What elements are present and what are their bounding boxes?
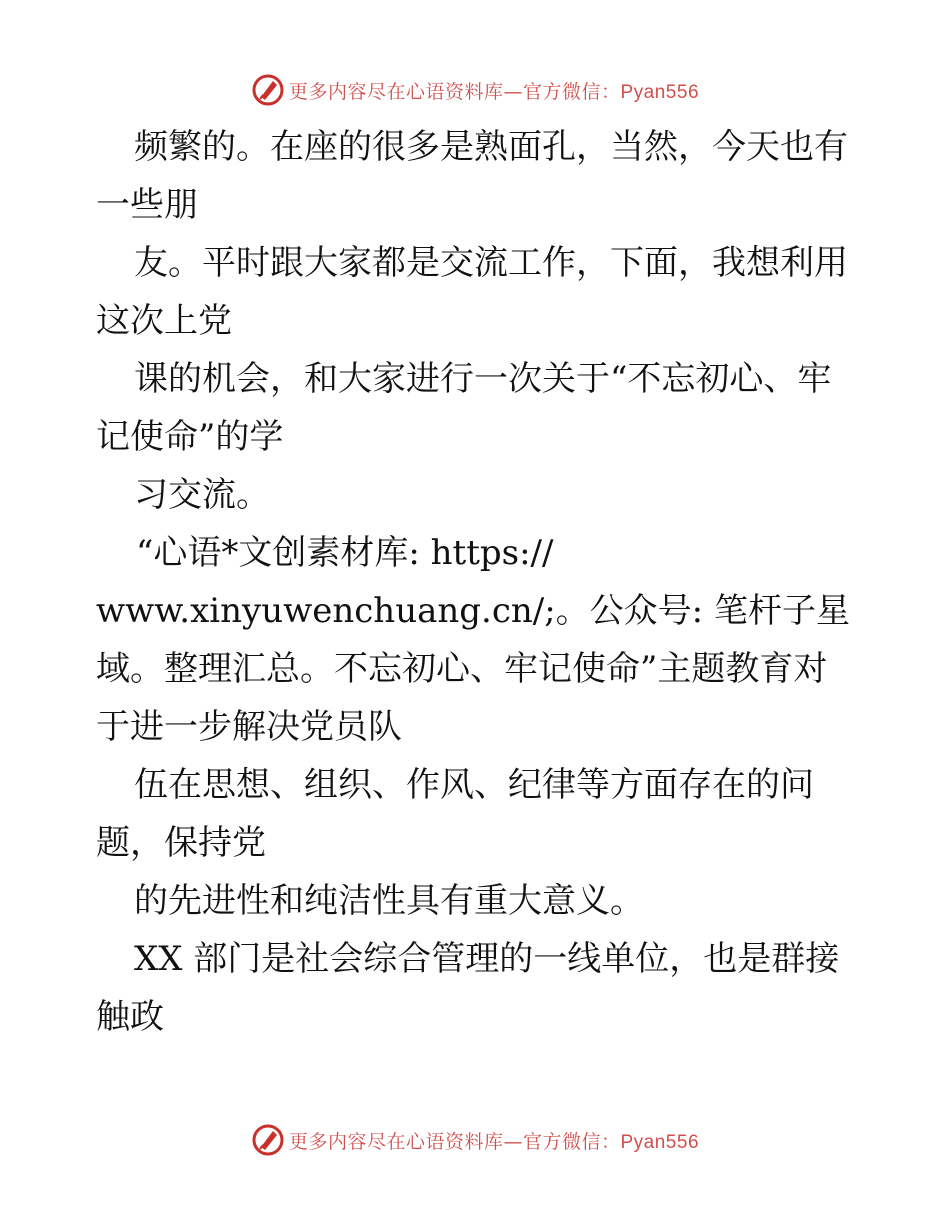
header-wechat-label: 官方微信： (522, 80, 621, 103)
text-line-7: 习交流。 (134, 475, 270, 515)
text-line-13: 题，保持党 (96, 823, 266, 863)
text-line-4: 这次上党 (96, 301, 232, 341)
text-line-16: 触政 (96, 997, 164, 1037)
pen-nib-logo-icon (251, 73, 285, 107)
header-wechat-id: Pyan556 (620, 81, 700, 103)
text-line-8: “心语*文创素材库: https:// (136, 533, 554, 573)
footer-banner (0, 1120, 950, 1160)
text-line-3: 友。平时跟大家都是交流工作，下面，我想利用 (134, 243, 848, 283)
footer-brand: 更多内容尽在心语资料库 (288, 1130, 504, 1153)
header-banner (0, 70, 950, 110)
text-line-2: 一些朋 (96, 185, 198, 225)
footer-wechat-id: Pyan556 (620, 1131, 700, 1153)
footer-banner-text (289, 1127, 699, 1154)
text-line-9: www.xinyuwenchuang.cn/;。公众号: 笔杆子星 (96, 591, 850, 631)
header-brand: 更多内容尽在心语资料库 (288, 80, 504, 103)
text-line-1: 频繁的。在座的很多是熟面孔，当然，今天也有 (134, 127, 848, 167)
text-line-5: 课的机会，和大家进行一次关于“不忘初心、牢 (134, 359, 832, 399)
pen-nib-logo-icon (251, 1123, 285, 1157)
text-line-11: 于进一步解决党员队 (96, 707, 402, 747)
text-line-6: 记使命”的学 (96, 417, 284, 457)
header-dash: — (503, 80, 523, 103)
text-line-10: 域。整理汇总。不忘初心、牢记使命”主题教育对 (96, 649, 828, 689)
header-banner-text (289, 77, 699, 104)
body-text (96, 118, 856, 1046)
footer-dash: — (503, 1130, 523, 1153)
footer-wechat-label: 官方微信： (522, 1130, 621, 1153)
text-line-12: 伍在思想、组织、作风、纪律等方面存在的问 (134, 765, 814, 805)
text-line-15: XX 部门是社会综合管理的一线单位，也是群接 (134, 939, 840, 979)
text-line-14: 的先进性和纯洁性具有重大意义。 (134, 881, 644, 921)
